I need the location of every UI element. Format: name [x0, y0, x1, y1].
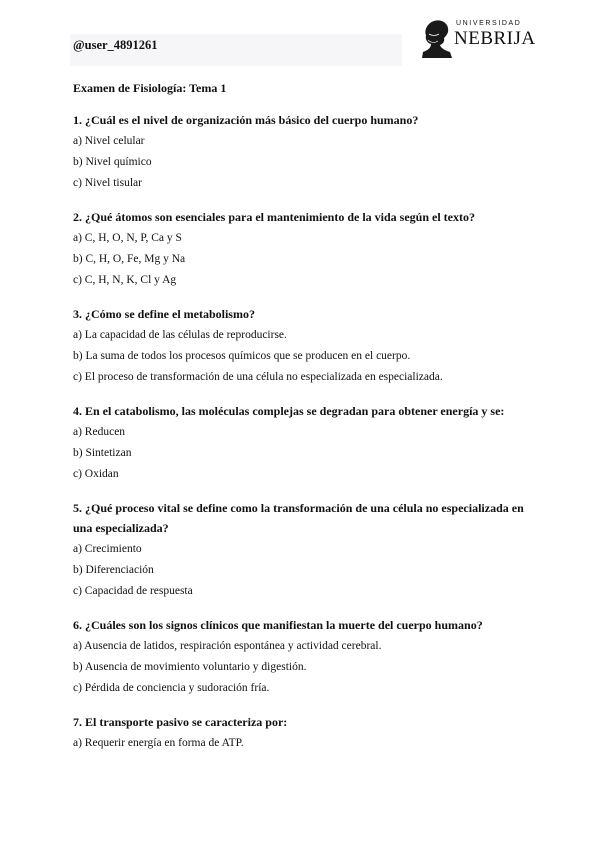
- answer-option: b) La suma de todos los procesos químicos que se producen en el cuerpo.: [73, 350, 411, 362]
- question-text: 6. ¿Cuáles son los signos clínicos que manifiestan la muerte del cuerpo humano?: [73, 618, 483, 632]
- answer-option: c) Capacidad de respuesta: [73, 585, 193, 597]
- answer-option: a) La capacidad de las células de reproducirse.: [73, 329, 287, 341]
- question-1: [73, 110, 543, 194]
- answer-option: c) Pérdida de conciencia y sudoración fría.: [73, 682, 270, 694]
- question-6: [73, 615, 543, 699]
- answer-option: c) El proceso de transformación de una célula no especializada en especializada.: [73, 371, 443, 383]
- answer-option: a) Crecimiento: [73, 543, 142, 555]
- logo-university-label: UNIVERSIDAD: [456, 20, 522, 27]
- logo-brand-name: NEBRIJA: [454, 28, 536, 49]
- answer-option: a) Requerir energía en forma de ATP.: [73, 737, 244, 749]
- user-handle: @user_4891261: [73, 38, 158, 52]
- answer-option: a) C, H, O, N, P, Ca y S: [73, 232, 182, 244]
- answer-option: a) Ausencia de latidos, respiración espontánea y actividad cerebral.: [73, 640, 382, 652]
- question-7: [73, 712, 543, 754]
- exam-content: [73, 80, 543, 767]
- question-text: 1. ¿Cuál es el nivel de organización más básico del cuerpo humano?: [73, 113, 419, 127]
- question-text: 2. ¿Qué átomos son esenciales para el mantenimiento de la vida según el texto?: [73, 210, 475, 224]
- answer-option: b) Diferenciación: [73, 564, 154, 576]
- answer-option: b) Ausencia de movimiento voluntario y digestión.: [73, 661, 307, 673]
- answer-option: b) C, H, O, Fe, Mg y Na: [73, 253, 186, 265]
- exam-title: Examen de Fisiología: Tema 1: [73, 81, 227, 95]
- question-4: [73, 401, 543, 485]
- question-5: [73, 498, 543, 602]
- question-text: 3. ¿Cómo se define el metabolismo?: [73, 307, 255, 321]
- answer-option: a) Reducen: [73, 426, 126, 438]
- answer-option: b) Nivel químico: [73, 156, 152, 168]
- question-2: [73, 207, 543, 291]
- answer-option: c) Oxidan: [73, 468, 119, 480]
- question-text: 7. El transporte pasivo se caracteriza por:: [73, 715, 288, 729]
- question-text: 4. En el catabolismo, las moléculas complejas se degradan para obtener energía y se:: [73, 404, 505, 418]
- university-logo: [420, 18, 536, 58]
- answer-option: c) Nivel tisular: [73, 177, 142, 189]
- answer-option: b) Sintetizan: [73, 447, 132, 459]
- question-text: 5. ¿Qué proceso vital se define como la transformación de una célula no especializada en una especializada?: [73, 501, 524, 535]
- nebrija-bust-icon: [420, 18, 454, 58]
- question-3: [73, 304, 543, 388]
- answer-option: c) C, H, N, K, Cl y Ag: [73, 274, 177, 286]
- answer-option: a) Nivel celular: [73, 135, 145, 147]
